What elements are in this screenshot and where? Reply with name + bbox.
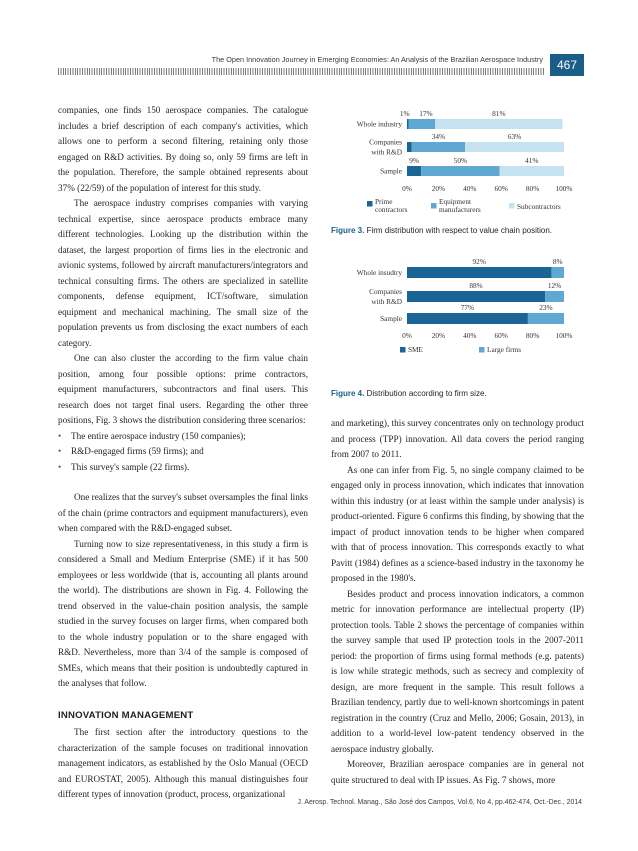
data-label: 17% (419, 109, 433, 118)
x-tick-label: 100% (555, 331, 573, 340)
x-tick-label: 20% (431, 331, 446, 340)
figure-3-label: Figure 3. (331, 226, 365, 235)
paragraph: The aerospace industry comprises companies with varying technical expertise, since aerospace products embrace many different technologies. Looking up the distribution within the dataset, the largest proportion of firms lies in the electronic and avionic systems, followed by aircraft manufacturers/integrators and technical consulting firms. The others are specialized in satellite components, defense equipment, ICT/software, simulation equipment and mechanical machining. The small size of the population prevents us from disclosing the exact numbers of each category. (58, 198, 308, 348)
list-item-text: R&D-engaged firms (59 firms); and (71, 446, 204, 456)
category-label: Companies (369, 137, 402, 147)
right-column (331, 416, 584, 788)
running-title: The Open Innovation Journey in Emerging Economies: An Analysis of the Brazilian Aerospace Industry (211, 55, 543, 64)
list-item (58, 444, 308, 460)
figure-4-caption (331, 389, 487, 398)
category-label: Sample (380, 314, 402, 323)
list-item-text: The entire aerospace industry (150 companies); (71, 430, 246, 441)
category-label: Companies (369, 287, 402, 296)
data-label: 8% (552, 257, 563, 266)
paragraph: Moreover, Brazilian aerospace companies are in general not quite structured to deal with IP issues. As Fig. 7 shows, more (331, 759, 584, 785)
paragraph: and marketing), this survey concentrates only on technology product and process (TPP) innovation. All data covers the period ranging from 2007 to 2011. (331, 418, 584, 459)
figure-3-svg (331, 97, 584, 217)
x-tick-label: 100% (555, 184, 573, 193)
paragraph: One can also cluster the according to the firm value chain position, among four possible options: prime contractors, equipment manufacturers, subcontractors and final users. This research does not target final users. Regarding the other three positions, Fig. 3 shows the distribution considering three scenarios: (58, 353, 308, 425)
data-label: 23% (539, 303, 553, 312)
paragraph: Turning now to size representativeness, in this study a firm is considered a Small and Medium Enterprise (SME) if it has 500 employees or less worldwide (that is, accounting all plants around the world). The distributions are shown in Fig. 4. Following the trend observed in the value-chain position analysis, the sample studied in the survey focuses on larger firms, when compared both to the whole industry population or to the share engaged with R&D. Nevertheless, more than 3/4 of the sample is composed of SMEs, which means that their position is undoubtedly captured in the analyses that follow. (58, 538, 308, 688)
data-label: 34% (431, 132, 446, 141)
figure-4-label: Figure 4. (331, 389, 365, 398)
data-label: 9% (409, 156, 419, 165)
legend-swatch (509, 203, 515, 209)
data-label: 77% (460, 303, 475, 312)
figure-3-chart (331, 97, 584, 217)
left-column (58, 103, 308, 803)
legend-label: Subcontractors (517, 202, 561, 211)
data-label: 92% (472, 257, 486, 266)
category-label: Sample (380, 166, 402, 176)
legend-swatch (400, 347, 406, 353)
bar-segment (551, 267, 564, 278)
bar-segment (435, 119, 562, 129)
x-tick-label: 60% (494, 331, 508, 340)
paragraph: One realizes that the survey's subset oversamples the final links of the chain (prime contractors and equipment manufacturers), even when compared with the R&D-engaged subset. (58, 492, 308, 533)
x-tick-label: 0% (402, 184, 412, 193)
data-label: 81% (492, 109, 506, 118)
x-tick-label: 0% (402, 331, 412, 340)
bar-segment (407, 267, 551, 278)
x-tick-label: 40% (463, 184, 477, 193)
bar-segment (409, 119, 436, 129)
x-tick-label: 40% (463, 331, 477, 340)
legend-label: Large firms (487, 345, 522, 354)
x-tick-label: 20% (431, 184, 446, 193)
bar-segment (421, 166, 500, 176)
bar-segment (500, 166, 564, 176)
figure-4-svg (331, 252, 584, 364)
paragraph: Besides product and process innovation indicators, a common metric for innovation performance are intellectual property (IP) protection tools. Table 2 shows the percentage of companies within the survey sample that used IP protection tools in the 2007-2011 period: the proportion of firms using formal methods (e.g. patents) is low while strategic methods, such as secrecy and complexity of design, are more frequent in the sample. This result follows a Brazilian tendency, partly due to well-known shortcomings in patent registration in the country (Cruz and Mello, 2006; Gosain, 2013), in addition to a world-level low-patent tendency observed in the aerospace industry globally. (331, 588, 584, 754)
list-item-text: This survey's sample (22 firms). (71, 461, 190, 472)
figure-3-caption-text: Firm distribution with respect to value chain position. (366, 226, 552, 235)
bullet-icon: • (58, 446, 62, 456)
figure-3-caption (331, 226, 552, 235)
legend-label: contractors (375, 205, 408, 214)
category-label: with R&D (371, 297, 402, 306)
page-header (0, 0, 638, 80)
bar-segment (545, 291, 564, 302)
figure-4-caption-text: Distribution according to firm size. (366, 389, 487, 398)
section-heading: INNOVATION MANAGEMENT (58, 709, 194, 721)
bar-segment (412, 142, 465, 152)
paragraph: As one can infer from Fig. 5, no single company claimed to be engaged only in process innovation, which indicates that innovation within this industry (or at least within the sample under analysis) is product-oriented. Figure 6 confirms this finding, by showing that the impact of product innovation tends to be higher when compared with that of process innovation. This corresponds exactly to what Pavitt (1984) defines as a science-based industry in the taxonomy he proposed in the 1980's. (331, 464, 584, 583)
x-tick-label: 80% (525, 184, 540, 193)
legend-swatch (431, 203, 437, 209)
legend-label: SME (408, 345, 424, 354)
legend-swatch (479, 347, 485, 353)
footer-citation: J. Aerosp. Technol. Manag., São José dos Campos, Vol.6, No 4, pp.462-474, Oct.-Dec., 2014 (297, 799, 582, 806)
legend-swatch (367, 201, 373, 207)
data-label: 12% (547, 281, 562, 290)
legend-label: manufacturers (439, 205, 481, 214)
data-label: 63% (507, 132, 522, 141)
bullet-icon: • (58, 461, 62, 472)
bar-segment (407, 119, 409, 129)
bar-segment (407, 142, 412, 152)
legend-label: Equipment (439, 197, 472, 206)
category-label: Whole insudtry (356, 268, 402, 277)
x-tick-label: 80% (525, 331, 540, 340)
bullet-icon: • (58, 430, 62, 441)
figure-4-chart (331, 252, 584, 364)
data-label: 88% (469, 281, 483, 290)
bullet-list (58, 429, 308, 476)
list-item (58, 429, 308, 445)
category-label: Whole industry (356, 119, 402, 129)
page-number: 467 (550, 54, 584, 76)
header-hatch-rule (58, 68, 545, 75)
bar-segment (407, 313, 528, 324)
bar-segment (407, 291, 545, 302)
paragraph: The first section after the introductory questions to the characterization of the sample focuses on traditional innovation management indicators, as established by the Oslo Manual (OECD and EUROSTAT, 2005). Although this manual distinguishes four different types of innovation (product, process, organizational (58, 727, 308, 799)
x-tick-label: 60% (494, 184, 508, 193)
bar-segment (407, 166, 421, 176)
paragraph: companies, one finds 150 aerospace companies. The catalogue includes a brief description of each company's activities, which allows one to perform a second filtering, retaining only those engaged on R&D activities. By doing so, only 59 firms are left in the population. Therefore, the sample obtained represents about 37% (22/59) of the population of interest for this study. (58, 105, 308, 193)
legend-label: Prime (375, 197, 393, 206)
data-label: 50% (453, 156, 468, 165)
bar-segment (465, 142, 564, 152)
data-label: 41% (525, 156, 539, 165)
data-label: 1% (399, 109, 410, 118)
list-item (58, 460, 308, 476)
category-label: with R&D (371, 147, 402, 157)
bar-segment (528, 313, 564, 324)
